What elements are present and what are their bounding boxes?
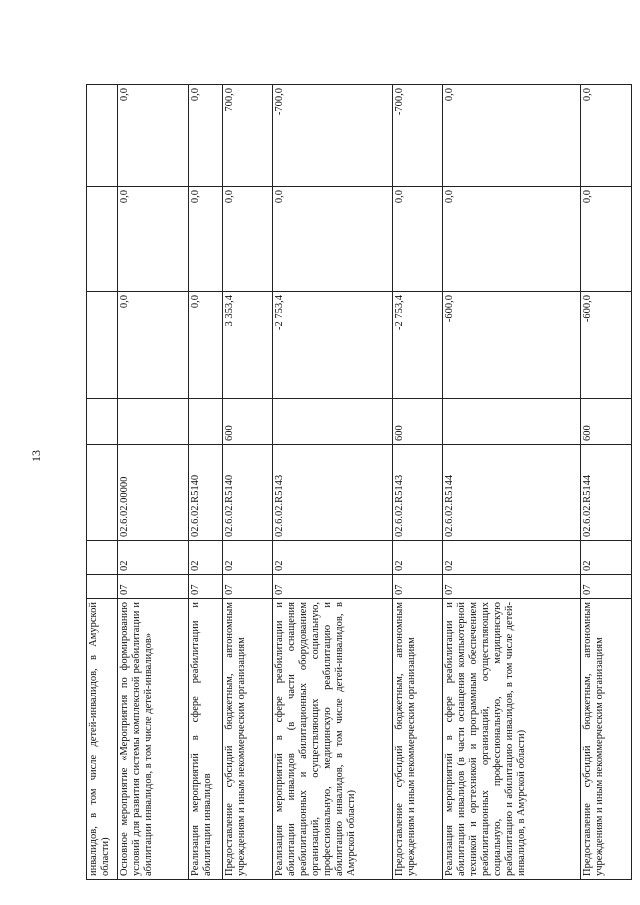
sum-1-cell: -2 753,4 — [392, 292, 443, 399]
sum-3-cell — [87, 85, 118, 187]
ministry-cell: 07 — [443, 575, 581, 599]
ministry-cell: 07 — [189, 575, 222, 599]
ministry-cell: 07 — [392, 575, 443, 599]
sum-2-cell: 0,0 — [222, 187, 273, 292]
sum-2-cell — [87, 187, 118, 292]
section-cell: 02 — [581, 541, 632, 575]
target-article-cell: 02.6.02.R5144 — [581, 445, 632, 541]
sum-1-cell: -2 753,4 — [273, 292, 393, 399]
target-article-cell: 02.6.02.R5144 — [443, 445, 581, 541]
section-cell: 02 — [443, 541, 581, 575]
expense-type-cell: 600 — [581, 399, 632, 445]
section-cell: 02 — [222, 541, 273, 575]
expense-type-cell — [273, 399, 393, 445]
ministry-cell: 07 — [118, 575, 189, 599]
table-row — [222, 85, 273, 880]
sum-3-cell: 0,0 — [118, 85, 189, 187]
table-row — [189, 85, 222, 880]
sum-3-cell: -700,0 — [273, 85, 393, 187]
section-cell: 02 — [392, 541, 443, 575]
expense-type-cell — [443, 399, 581, 445]
table-row — [118, 85, 189, 880]
ministry-cell — [87, 575, 118, 599]
sum-1-cell: -600,0 — [581, 292, 632, 399]
sum-2-cell: 0,0 — [189, 187, 222, 292]
table-row — [273, 85, 393, 880]
ministry-cell: 07 — [581, 575, 632, 599]
sum-2-cell: 0,0 — [581, 187, 632, 292]
ministry-cell: 07 — [222, 575, 273, 599]
sum-3-cell: 0,0 — [189, 85, 222, 187]
row-name-cell: Реализация мероприятий в сфере реабилитации и абилитации инвалидов — [189, 599, 222, 880]
target-article-cell: 02.6.02.R5140 — [222, 445, 273, 541]
sum-3-cell: -700,0 — [392, 85, 443, 187]
sum-2-cell: 0,0 — [273, 187, 393, 292]
row-name-cell: Предоставление субсидий бюджетным, автономным учреждениям и иным некоммерческим организациям — [222, 599, 273, 880]
section-cell — [87, 541, 118, 575]
row-name-cell: Основное мероприятие «Мероприятия по формированию условий для развития системы комплексной реабилитации и абилитации инвалидов, в том числе детей-инвалидов» — [118, 599, 189, 880]
row-name-cell: Предоставление субсидий бюджетным, автономным учреждениям и иным некоммерческим организациям — [581, 599, 632, 880]
section-cell: 02 — [189, 541, 222, 575]
sum-1-cell — [87, 292, 118, 399]
table-row — [443, 85, 581, 880]
row-name-cell: Реализация мероприятий в сфере реабилитации и абилитации инвалидов (в части оснащения реабилитационных и абилитационных оборудованием организаций, осуществляющих социальную, профессиональную, медицинскую реабилитацию и абилитацию инвалидов, в том числе детей-инвалидов, в Амурской области) — [273, 599, 393, 880]
sum-2-cell: 0,0 — [392, 187, 443, 292]
target-article-cell: 02.6.02.00000 — [118, 445, 189, 541]
sum-2-cell: 0,0 — [118, 187, 189, 292]
expense-type-cell: 600 — [222, 399, 273, 445]
target-article-cell: 02.6.02.R5143 — [392, 445, 443, 541]
target-article-cell: 02.6.02.R5143 — [273, 445, 393, 541]
row-name-cell: инвалидов, в том числе детей-инвалидов, в Амурской области) — [87, 599, 118, 880]
table-row — [392, 85, 443, 880]
table-row — [87, 85, 118, 880]
target-article-cell: 02.6.02.R5140 — [189, 445, 222, 541]
rotated-table-container — [86, 85, 632, 880]
sum-2-cell: 0,0 — [443, 187, 581, 292]
table-row — [581, 85, 632, 880]
sum-1-cell: 3 353,4 — [222, 292, 273, 399]
budget-table — [86, 84, 632, 880]
ministry-cell: 07 — [273, 575, 393, 599]
sum-1-cell: 0,0 — [118, 292, 189, 399]
expense-type-cell — [189, 399, 222, 445]
expense-type-cell — [87, 399, 118, 445]
row-name-cell: Реализация мероприятий в сфере реабилитации и абилитации инвалидов (в части оснащения компьютерной техникой и оргтехникой и программным обеспечением реабилитационных организаций, осуществляющих социальную, профессиональную, медицинскую реабилитацию и абилитацию инвалидов, в том числе детей-инвалидов, в Амурской области) — [443, 599, 581, 880]
sum-3-cell: 700,0 — [222, 85, 273, 187]
section-cell: 02 — [273, 541, 393, 575]
row-name-cell: Предоставление субсидий бюджетным, автономным учреждениям и иным некоммерческим организациям — [392, 599, 443, 880]
sum-1-cell: 0,0 — [189, 292, 222, 399]
sum-1-cell: -600,0 — [443, 292, 581, 399]
sum-3-cell: 0,0 — [443, 85, 581, 187]
page-number: 13 — [29, 450, 43, 462]
section-cell: 02 — [118, 541, 189, 575]
expense-type-cell — [118, 399, 189, 445]
expense-type-cell: 600 — [392, 399, 443, 445]
sum-3-cell: 0,0 — [581, 85, 632, 187]
target-article-cell — [87, 445, 118, 541]
